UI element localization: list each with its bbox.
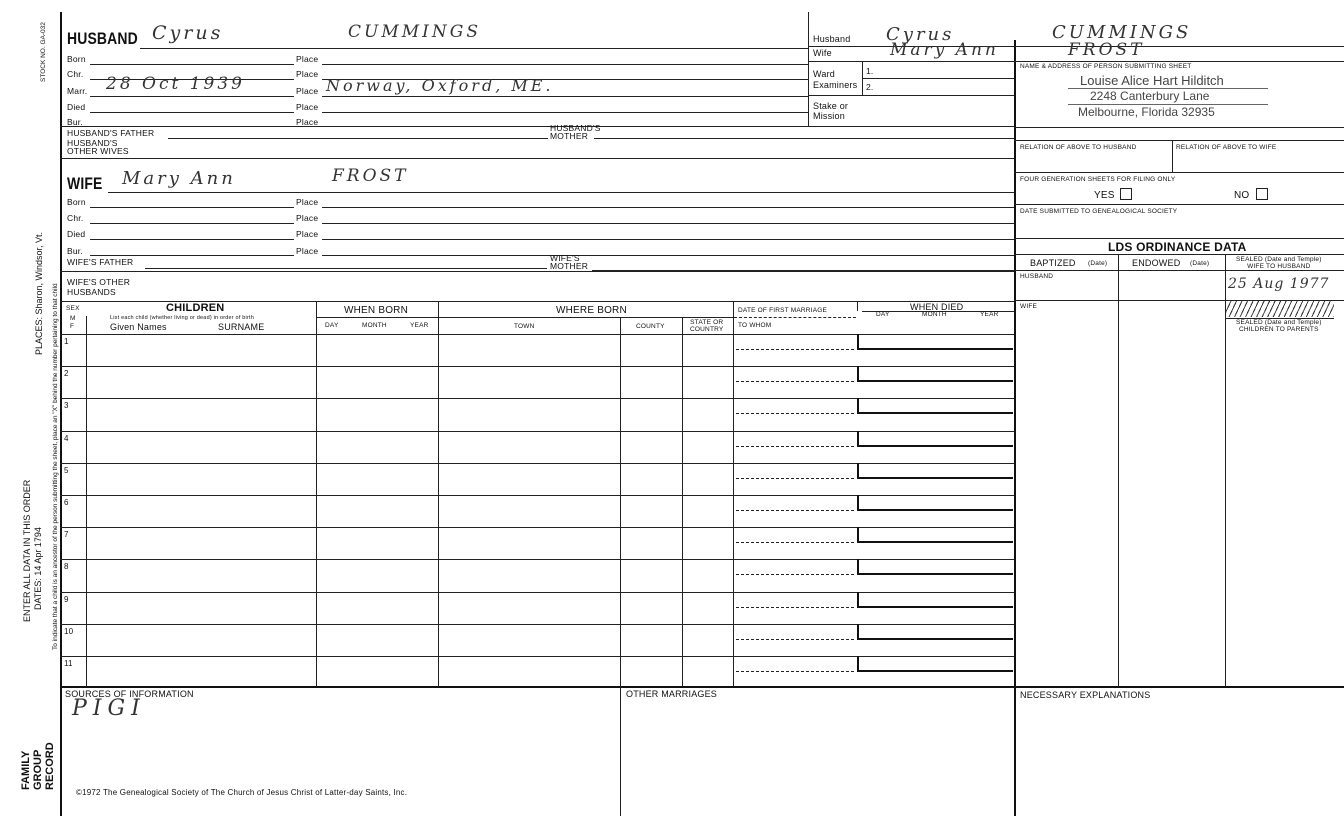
submitter-city[interactable]: Melbourne, Florida 32935	[1078, 105, 1215, 119]
husband-heading: HUSBAND	[67, 29, 138, 48]
first-marriage-label: DATE OF FIRST MARRIAGE	[738, 307, 828, 314]
marriage-date-dash[interactable]	[736, 349, 854, 350]
relation-divider	[1172, 140, 1173, 172]
when-born-line	[316, 317, 438, 318]
record-title-1: FAMILY	[20, 750, 32, 790]
relation-top	[1014, 140, 1344, 141]
husband-died-place-label: Place	[296, 102, 319, 112]
examiner-2[interactable]: 2.	[866, 82, 874, 92]
stake-label: Stake or Mission	[813, 101, 849, 121]
county-label: COUNTY	[636, 323, 665, 330]
wife-given-name[interactable]: Mary Ann	[122, 168, 236, 189]
husband-other-wives-line[interactable]	[60, 158, 1014, 159]
husband-mother-line[interactable]	[594, 138, 1014, 139]
submitter-line-1	[1068, 88, 1268, 89]
col-town	[620, 317, 621, 686]
endowed-date-label: (Date)	[1190, 260, 1210, 267]
four-gen-yes: YES	[1094, 190, 1115, 201]
husband-marriage-place[interactable]: Norway, Oxford, ME.	[326, 76, 554, 95]
enter-order-note: ENTER ALL DATA IN THIS ORDER	[22, 479, 32, 622]
marriage-date-dash[interactable]	[736, 381, 854, 382]
died-year: YEAR	[980, 311, 999, 318]
first-marriage-dash	[734, 317, 856, 318]
yes-checkbox[interactable]	[1120, 188, 1132, 200]
marriage-date-dash[interactable]	[736, 542, 854, 543]
wife-chr-place-label: Place	[296, 213, 319, 223]
four-gen-bottom	[1014, 204, 1344, 205]
header-wife-line	[808, 61, 1344, 62]
children-title: CHILDREN	[166, 302, 225, 314]
sources-value[interactable]: PIGI	[72, 696, 146, 721]
wife-chr-date-line[interactable]	[90, 223, 294, 224]
wife-born-place-label: Place	[296, 197, 319, 207]
baptized-date-label: (Date)	[1088, 260, 1108, 267]
when-died-cell[interactable]	[857, 463, 1013, 479]
sources-label: SOURCES OF INFORMATION	[65, 689, 194, 699]
given-names-label: Given Names	[110, 322, 167, 332]
four-gen-label: FOUR GENERATION SHEETS FOR FILING ONLY	[1020, 176, 1176, 183]
husband-marr-place-line[interactable]	[322, 96, 808, 97]
child-row-number: 2	[64, 369, 69, 378]
copyright: ©1972 The Genealogical Society of The Church of Jesus Christ of Latter-day Saints, Inc.	[76, 788, 408, 797]
wife-heading: WIFE	[67, 174, 103, 193]
born-month: MONTH	[362, 322, 387, 329]
wife-bur-place-line[interactable]	[322, 255, 1014, 256]
child-row-number: 11	[64, 659, 73, 668]
husband-marr-label: Marr.	[67, 86, 88, 96]
right-panel-border	[1014, 40, 1016, 816]
col-died-head	[857, 301, 858, 311]
header-husband-surname[interactable]: CUMMINGS	[1052, 22, 1192, 43]
husband-died-place-line[interactable]	[322, 112, 808, 113]
relation-bottom	[1014, 172, 1344, 173]
died-day: DAY	[876, 311, 890, 318]
child-row-number: 5	[64, 466, 69, 475]
header-wife-name[interactable]: Mary Ann	[890, 40, 999, 60]
footer-divider	[620, 686, 621, 816]
wife-surname[interactable]: FROST	[332, 166, 409, 186]
lds-header-bottom	[1014, 270, 1344, 271]
endowed-label: ENDOWED	[1132, 258, 1181, 268]
lds-husband-label: HUSBAND	[1020, 273, 1054, 280]
husband-born-place-label: Place	[296, 54, 319, 64]
submitter-label: NAME & ADDRESS OF PERSON SUBMITTING SHEET	[1020, 63, 1192, 70]
sealed-children-label: SEALED (Date and Temple) CHILDREN TO PARENTS	[1236, 319, 1322, 333]
sex-m: M	[70, 315, 76, 322]
other-marriages-label: OTHER MARRIAGES	[626, 689, 718, 699]
when-died-cell[interactable]	[857, 656, 1013, 672]
dates-note: DATES: 14 Apr 1794	[33, 527, 43, 610]
husband-chr-label: Chr.	[67, 69, 84, 79]
child-row-number: 4	[64, 434, 69, 443]
wife-chr-place-line[interactable]	[322, 223, 1014, 224]
baptized-label: BAPTIZED	[1030, 258, 1076, 268]
when-died-cell[interactable]	[857, 495, 1013, 511]
sex-f: F	[70, 323, 75, 330]
examiner-1[interactable]: 1.	[866, 66, 874, 76]
places-note: PLACES: Sharon, Windsor, Vt.	[34, 231, 44, 355]
hatch-bottom	[1225, 318, 1334, 319]
header-wife-label: Wife	[813, 48, 832, 58]
husband-section-line	[60, 126, 1014, 127]
marriage-date-dash[interactable]	[736, 510, 854, 511]
col-sex	[86, 316, 87, 686]
sealed-date[interactable]: 25 Aug 1977	[1228, 276, 1330, 292]
when-born-label: WHEN BORN	[344, 305, 409, 316]
hatched-area	[1226, 301, 1334, 317]
husband-born-date-line[interactable]	[90, 64, 294, 65]
wife-born-place-line[interactable]	[322, 207, 1014, 208]
submitter-name[interactable]: Louise Alice Hart Hilditch	[1080, 73, 1224, 88]
when-died-cell[interactable]	[857, 366, 1013, 382]
husband-born-place-line[interactable]	[322, 64, 808, 65]
born-day: DAY	[325, 322, 339, 329]
wife-died-date-line[interactable]	[90, 239, 294, 240]
child-row-number: 3	[64, 401, 69, 410]
header-wife-surname[interactable]: FROST	[1068, 40, 1145, 60]
relation-husband-label: RELATION OF ABOVE TO HUSBAND	[1020, 144, 1137, 151]
footer-top-line	[60, 686, 1344, 688]
lds-wife-label: WIFE	[1020, 303, 1038, 310]
col-state	[733, 301, 734, 686]
husband-chr-place-label: Place	[296, 69, 319, 79]
town-label: TOWN	[514, 323, 535, 330]
when-died-cell[interactable]	[857, 592, 1013, 608]
ancestor-instruction: To indicate that a child is an ancestor of the person submitting the sheet, place an "X" behind the number pertaining to that child	[52, 283, 59, 650]
ward-label: Ward	[813, 69, 835, 79]
col-county	[682, 317, 683, 686]
left-border	[60, 12, 62, 816]
wife-died-label: Died	[67, 229, 86, 239]
husband-other-wives-label: HUSBAND'S OTHER WIVES	[67, 138, 129, 156]
wife-parents-divider	[60, 271, 1014, 272]
lds-title-line	[1014, 254, 1344, 255]
submitter-line-2	[1068, 104, 1268, 105]
wife-died-place-line[interactable]	[322, 239, 1014, 240]
wife-born-date-line[interactable]	[90, 207, 294, 208]
husband-father-label: HUSBAND'S FATHER	[67, 128, 155, 138]
wife-father-label: WIFE'S FATHER	[67, 257, 134, 267]
husband-died-label: Died	[67, 102, 86, 112]
wife-bur-date-line[interactable]	[90, 255, 294, 256]
wife-bur-place-label: Place	[296, 246, 319, 256]
record-title-3: RECORD	[44, 742, 56, 790]
marriage-date-dash[interactable]	[736, 671, 854, 672]
husband-bur-place-label: Place	[296, 117, 319, 127]
wife-died-place-label: Place	[296, 229, 319, 239]
marriage-date-dash[interactable]	[736, 639, 854, 640]
husband-surname[interactable]: CUMMINGS	[348, 22, 481, 42]
child-row-number: 9	[64, 595, 69, 604]
where-born-line	[438, 317, 733, 318]
wife-father-line[interactable]	[145, 268, 547, 269]
col-when-born	[438, 301, 439, 686]
child-row-number: 6	[64, 498, 69, 507]
wife-born-label: Born	[67, 197, 86, 207]
stock-number: STOCK NO. GA-032	[40, 22, 47, 82]
where-born-label: WHERE BORN	[556, 305, 627, 316]
submitter-street[interactable]: 2248 Canterbury Lane	[1090, 89, 1210, 103]
children-subtitle: List each child (whether living or dead) in order of birth	[110, 315, 254, 321]
child-row-number: 10	[64, 627, 74, 636]
husband-born-label: Born	[67, 54, 86, 64]
sealed-wife-label: SEALED (Date and Temple) WIFE TO HUSBAND	[1236, 256, 1322, 270]
surname-label: SURNAME	[218, 322, 265, 332]
to-whom-label: TO WHOM	[738, 322, 772, 329]
husband-mother-label: HUSBAND'S MOTHER	[550, 123, 601, 141]
four-gen-no: NO	[1234, 190, 1250, 201]
wife-other-husbands-label: WIFE'S OTHER HUSBANDS	[67, 277, 131, 297]
header-husband-label: Husband	[813, 34, 851, 44]
marriage-date-dash[interactable]	[736, 413, 854, 414]
when-died-cell[interactable]	[857, 624, 1013, 640]
when-died-cell[interactable]	[857, 559, 1013, 575]
no-checkbox[interactable]	[1256, 188, 1268, 200]
col-name	[316, 301, 317, 686]
wife-name-line	[108, 192, 1014, 193]
died-month: MONTH	[922, 311, 947, 318]
husband-died-date-line[interactable]	[90, 112, 294, 113]
husband-name-line	[140, 48, 808, 49]
marriage-date-dash[interactable]	[736, 607, 854, 608]
husband-marr-place-label: Place	[296, 86, 319, 96]
when-died-cell[interactable]	[857, 398, 1013, 414]
wife-mother-label: WIFE'S MOTHER	[550, 253, 589, 271]
date-submitted-bottom	[1014, 238, 1344, 239]
examiner-line-1	[862, 78, 1014, 79]
record-title-2: GROUP	[32, 749, 44, 790]
marriage-date-dash[interactable]	[736, 574, 854, 575]
lds-title: LDS ORDINANCE DATA	[1108, 240, 1247, 254]
when-died-cell[interactable]	[857, 334, 1013, 350]
explanations-label: NECESSARY EXPLANATIONS	[1020, 690, 1151, 700]
date-submitted-label: DATE SUBMITTED TO GENEALOGICAL SOCIETY	[1020, 208, 1178, 215]
sex-label: SEX	[66, 305, 80, 312]
examiners-line	[808, 95, 1014, 96]
header-divider	[808, 12, 809, 126]
examiners-label: Examiners	[813, 80, 858, 90]
husband-given-name[interactable]: Cyrus	[152, 22, 224, 44]
when-died-cell[interactable]	[857, 431, 1013, 447]
born-year: YEAR	[410, 322, 429, 329]
husband-marr-date-line[interactable]	[90, 96, 294, 97]
submitter-bottom	[1014, 127, 1344, 128]
marriage-date-dash[interactable]	[736, 446, 854, 447]
wife-bur-label: Bur.	[67, 246, 83, 256]
when-died-label: WHEN DIED	[910, 302, 964, 312]
state-label: STATE OR COUNTRY	[690, 319, 724, 333]
when-died-cell[interactable]	[857, 527, 1013, 543]
relation-wife-label: RELATION OF ABOVE TO WIFE	[1176, 144, 1277, 151]
husband-father-line[interactable]	[168, 138, 548, 139]
child-row-number: 8	[64, 562, 69, 571]
husband-marriage-date[interactable]: 28 Oct 1939	[106, 74, 245, 94]
header-husband-given[interactable]: Cyrus	[886, 24, 955, 45]
wife-chr-label: Chr.	[67, 213, 84, 223]
lds-col-divider-1	[1118, 254, 1119, 686]
child-row-number: 7	[64, 530, 69, 539]
husband-bur-label: Bur.	[67, 117, 83, 127]
marriage-date-dash[interactable]	[736, 478, 854, 479]
child-row-number: 1	[64, 337, 69, 346]
